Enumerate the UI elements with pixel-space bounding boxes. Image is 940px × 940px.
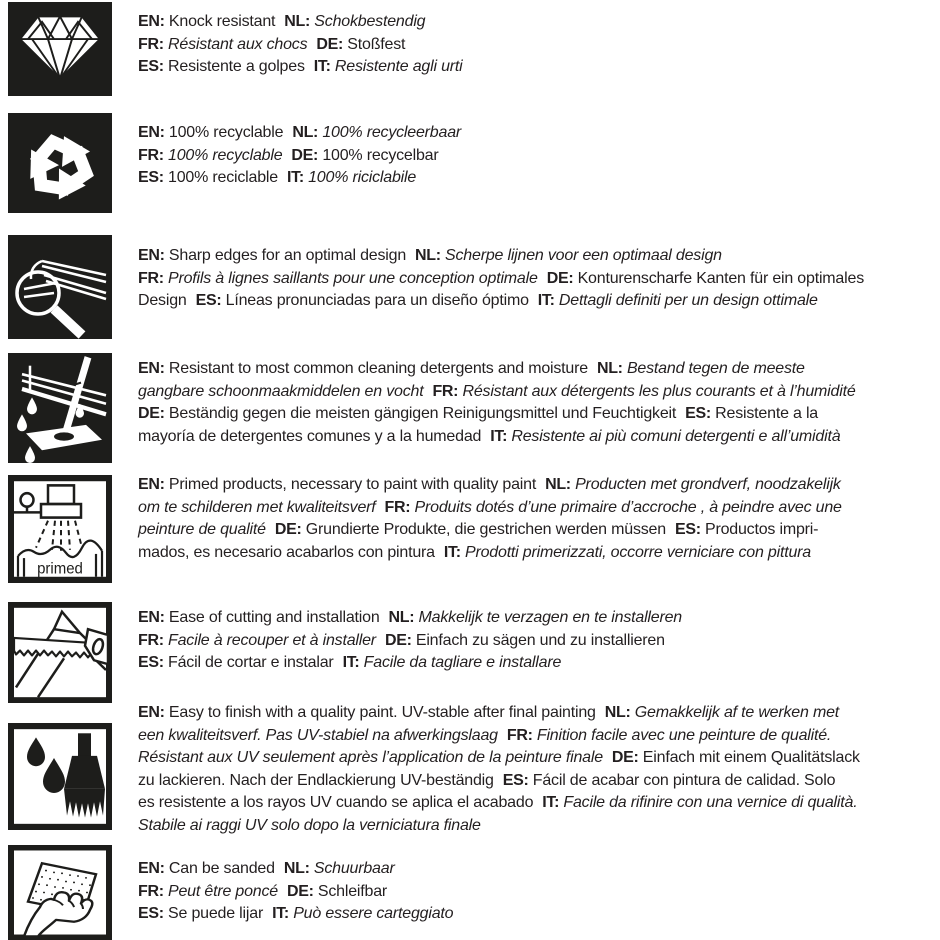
lang-text: IT: Dettagli definiti per un design ottimale: [537, 292, 818, 310]
lang-label: NL:: [388, 609, 415, 626]
lang-text: IT: Facile da rifinire con una vernice di qualità.: [542, 794, 858, 812]
lang-label: DE:: [286, 882, 314, 900]
lang-text: zu lackieren. Nach der Endlackierung UV-beständig: [138, 771, 494, 789]
lang-label: DE:: [611, 749, 639, 767]
lang-label: ES:: [138, 58, 164, 76]
lang-text: EN: 100% recyclable: [138, 124, 284, 141]
text-line: [138, 474, 938, 497]
text-line: [138, 770, 938, 793]
lang-label: IT:: [490, 427, 508, 445]
lang-text: NL: Gemakkelijk af te werken met: [604, 704, 840, 721]
feature-text: [138, 11, 938, 79]
lang-label: FR:: [138, 35, 164, 53]
lang-text: Résistant aux UV seulement après l’application de la peinture finale: [138, 749, 603, 767]
lang-label: EN:: [138, 247, 165, 264]
lang-text: DE: Stoßfest: [316, 35, 406, 53]
text-line: [138, 881, 938, 904]
lang-text: FR: Finition facile avec une peinture de qualité.: [506, 726, 832, 744]
lang-text: EN: Primed products, necessary to paint with quality paint: [138, 476, 537, 493]
lang-label: FR:: [138, 269, 164, 287]
lang-label: IT:: [342, 654, 360, 672]
lang-text: DE: 100% recycelbar: [291, 146, 439, 164]
text-line: [138, 34, 938, 57]
text-line: [138, 630, 938, 653]
lang-text: FR: Produits dotés d’une primaire d’accroche , à peindre avec une: [384, 498, 842, 516]
text-line: [138, 167, 938, 190]
knock-resistant-diamond-icon: [8, 2, 112, 96]
lang-label: IT:: [537, 292, 555, 310]
lang-label: ES:: [685, 405, 711, 423]
lang-text: ES: Resistente a la: [685, 405, 819, 423]
feature-text: [138, 358, 938, 448]
lang-text: ES: Productos impri-: [674, 521, 819, 539]
lang-text: FR: Facile à recouper et à installer: [138, 631, 376, 649]
lang-text: EN: Can be sanded: [138, 860, 275, 877]
lang-text: ES: Fácil de acabar con pintura de calidad. Solo: [502, 771, 836, 789]
lang-text: NL: Schokbestendig: [284, 13, 426, 30]
text-line: [138, 381, 938, 404]
lang-text: IT: Resistente ai più comuni detergenti e all’umidità: [490, 427, 841, 445]
lang-label: ES:: [138, 654, 164, 672]
lang-text: NL: 100% recycleerbaar: [292, 124, 462, 141]
lang-text: IT: Facile da tagliare e installare: [342, 654, 562, 672]
text-line: [138, 519, 938, 542]
lang-text: DE: Beständig gegen die meisten gängigen Reinigungsmittel und Feuchtigkeit: [138, 405, 677, 423]
text-line: [138, 497, 938, 520]
lang-label: DE:: [384, 631, 412, 649]
lang-label: EN:: [138, 704, 165, 721]
lang-text: ES: Líneas pronunciadas para un diseño óptimo: [195, 292, 529, 310]
lang-label: FR:: [138, 146, 164, 164]
lang-text: DE: Einfach mit einem Qualitätslack: [611, 749, 860, 767]
lang-label: NL:: [292, 124, 319, 141]
lang-label: NL:: [284, 13, 311, 30]
lang-text: FR: Résistant aux détergents les plus courants et à l’humidité: [432, 382, 856, 400]
lang-text: mayoría de detergentes comunes y a la humedad: [138, 427, 482, 445]
lang-text: NL: Bestand tegen de meeste: [596, 360, 805, 377]
text-line: [138, 702, 938, 725]
text-line: [138, 268, 938, 291]
lang-label: IT:: [313, 58, 331, 76]
lang-text: IT: Resistente agli urti: [313, 58, 463, 76]
lang-text: DE: Einfach zu sägen und zu installieren: [384, 631, 665, 649]
lang-text: EN: Resistant to most common cleaning detergents and moisture: [138, 360, 588, 377]
text-line: [138, 607, 938, 630]
recyclable-icon: [8, 113, 112, 213]
lang-label: ES:: [138, 905, 164, 923]
lang-text: IT: Può essere carteggiato: [272, 905, 454, 923]
lang-text: FR: 100% recyclable: [138, 146, 283, 164]
lang-label: EN:: [138, 124, 165, 141]
lang-text: DE: Grundierte Produkte, die gestrichen werden müssen: [274, 521, 666, 539]
text-line: [138, 747, 938, 770]
lang-label: FR:: [432, 382, 459, 400]
lang-text: ES: Fácil de cortar e instalar: [138, 654, 334, 672]
text-line: [138, 290, 938, 313]
text-line: [138, 542, 938, 565]
text-line: [138, 792, 938, 815]
lang-label: DE:: [291, 146, 319, 164]
lang-text: DE: Konturenscharfe Kanten für ein optimales: [546, 269, 864, 287]
lang-label: IT:: [272, 905, 289, 923]
lang-label: IT:: [443, 543, 461, 561]
sanding-hand-icon: [8, 845, 112, 940]
paint-finish-brush-icon: [8, 723, 112, 830]
feature-text: [138, 607, 938, 675]
lang-label: ES:: [502, 771, 529, 789]
text-line: [138, 122, 938, 145]
lang-text: ES: Se puede lijar: [138, 905, 264, 923]
lang-text: NL: Scherpe lijnen voor een optimaal design: [415, 247, 722, 264]
sharp-edges-magnifier-icon: [8, 235, 112, 339]
text-line: [138, 11, 938, 34]
lang-text: NL: Producten met grondverf, noodzakelijk: [545, 476, 841, 493]
lang-label: IT:: [542, 794, 560, 812]
feature-text: [138, 858, 938, 926]
lang-label: NL:: [545, 476, 571, 493]
primed-spray-icon: [8, 475, 112, 583]
lang-text: mados, es necesario acabarlos con pintura: [138, 543, 435, 561]
lang-text: ES: 100% reciclable: [138, 169, 278, 187]
text-line: [138, 815, 938, 838]
text-line: [138, 652, 938, 675]
text-line: [138, 56, 938, 79]
lang-label: EN:: [138, 13, 165, 30]
lang-label: EN:: [138, 476, 165, 493]
lang-label: NL:: [596, 360, 623, 377]
lang-label: ES:: [674, 521, 701, 539]
lang-label: DE:: [316, 35, 344, 53]
lang-label: NL:: [415, 247, 441, 264]
cutting-saw-icon: [8, 602, 112, 703]
lang-label: DE:: [546, 269, 574, 287]
lang-text: FR: Peut être poncé: [138, 882, 278, 900]
lang-text: FR: Profils à lignes saillants pour une conception optimale: [138, 269, 538, 287]
lang-text: Design: [138, 292, 187, 310]
lang-label: EN:: [138, 360, 165, 377]
feature-text: [138, 245, 938, 313]
lang-label: FR:: [384, 498, 411, 516]
feature-text: [138, 702, 938, 838]
text-line: [138, 903, 938, 926]
lang-label: FR:: [138, 631, 164, 649]
lang-label: ES:: [195, 292, 222, 310]
lang-text: om te schilderen met kwaliteitsverf: [138, 498, 376, 516]
lang-text: Stabile ai raggi UV solo dopo la verniciatura finale: [138, 816, 481, 834]
lang-text: FR: Résistant aux chocs: [138, 35, 308, 53]
lang-text: ES: Resistente a golpes: [138, 58, 305, 76]
text-line: [138, 725, 938, 748]
lang-label: ES:: [138, 169, 164, 187]
text-line: [138, 358, 938, 381]
text-line: [138, 245, 938, 268]
lang-text: IT: Prodotti primerizzati, occorre verniciare con pittura: [443, 543, 811, 561]
lang-text: EN: Knock resistant: [138, 13, 276, 30]
lang-label: NL:: [283, 860, 310, 877]
primed-label: primed: [37, 560, 83, 578]
lang-text: EN: Sharp edges for an optimal design: [138, 247, 407, 264]
lang-text: NL: Schuurbaar: [283, 860, 395, 877]
lang-text: EN: Ease of cutting and installation: [138, 609, 380, 626]
lang-label: FR:: [138, 882, 164, 900]
feature-text: [138, 474, 938, 564]
lang-label: EN:: [138, 609, 165, 626]
lang-text: EN: Easy to finish with a quality paint. UV-stable after final painting: [138, 704, 596, 721]
lang-text: es resistente a los rayos UV cuando se aplica el acabado: [138, 794, 534, 812]
lang-label: NL:: [604, 704, 631, 721]
lang-text: een kwaliteitsverf. Pas UV-stabiel na afwerkingslaag: [138, 726, 498, 744]
lang-text: gangbare schoonmaakmiddelen en vocht: [138, 382, 424, 400]
lang-label: DE:: [274, 521, 302, 539]
lang-label: EN:: [138, 860, 165, 877]
text-line: [138, 145, 938, 168]
feature-text: [138, 122, 938, 190]
cleaning-detergent-mop-icon: [8, 353, 112, 463]
lang-text: IT: 100% riciclabile: [286, 169, 417, 187]
lang-label: IT:: [286, 169, 304, 187]
text-line: [138, 858, 938, 881]
lang-text: DE: Schleifbar: [286, 882, 388, 900]
text-line: [138, 403, 938, 426]
lang-label: FR:: [506, 726, 533, 744]
lang-text: peinture de qualité: [138, 521, 266, 539]
lang-text: NL: Makkelijk te verzagen en te installeren: [388, 609, 683, 626]
text-line: [138, 426, 938, 449]
lang-label: DE:: [138, 405, 165, 423]
